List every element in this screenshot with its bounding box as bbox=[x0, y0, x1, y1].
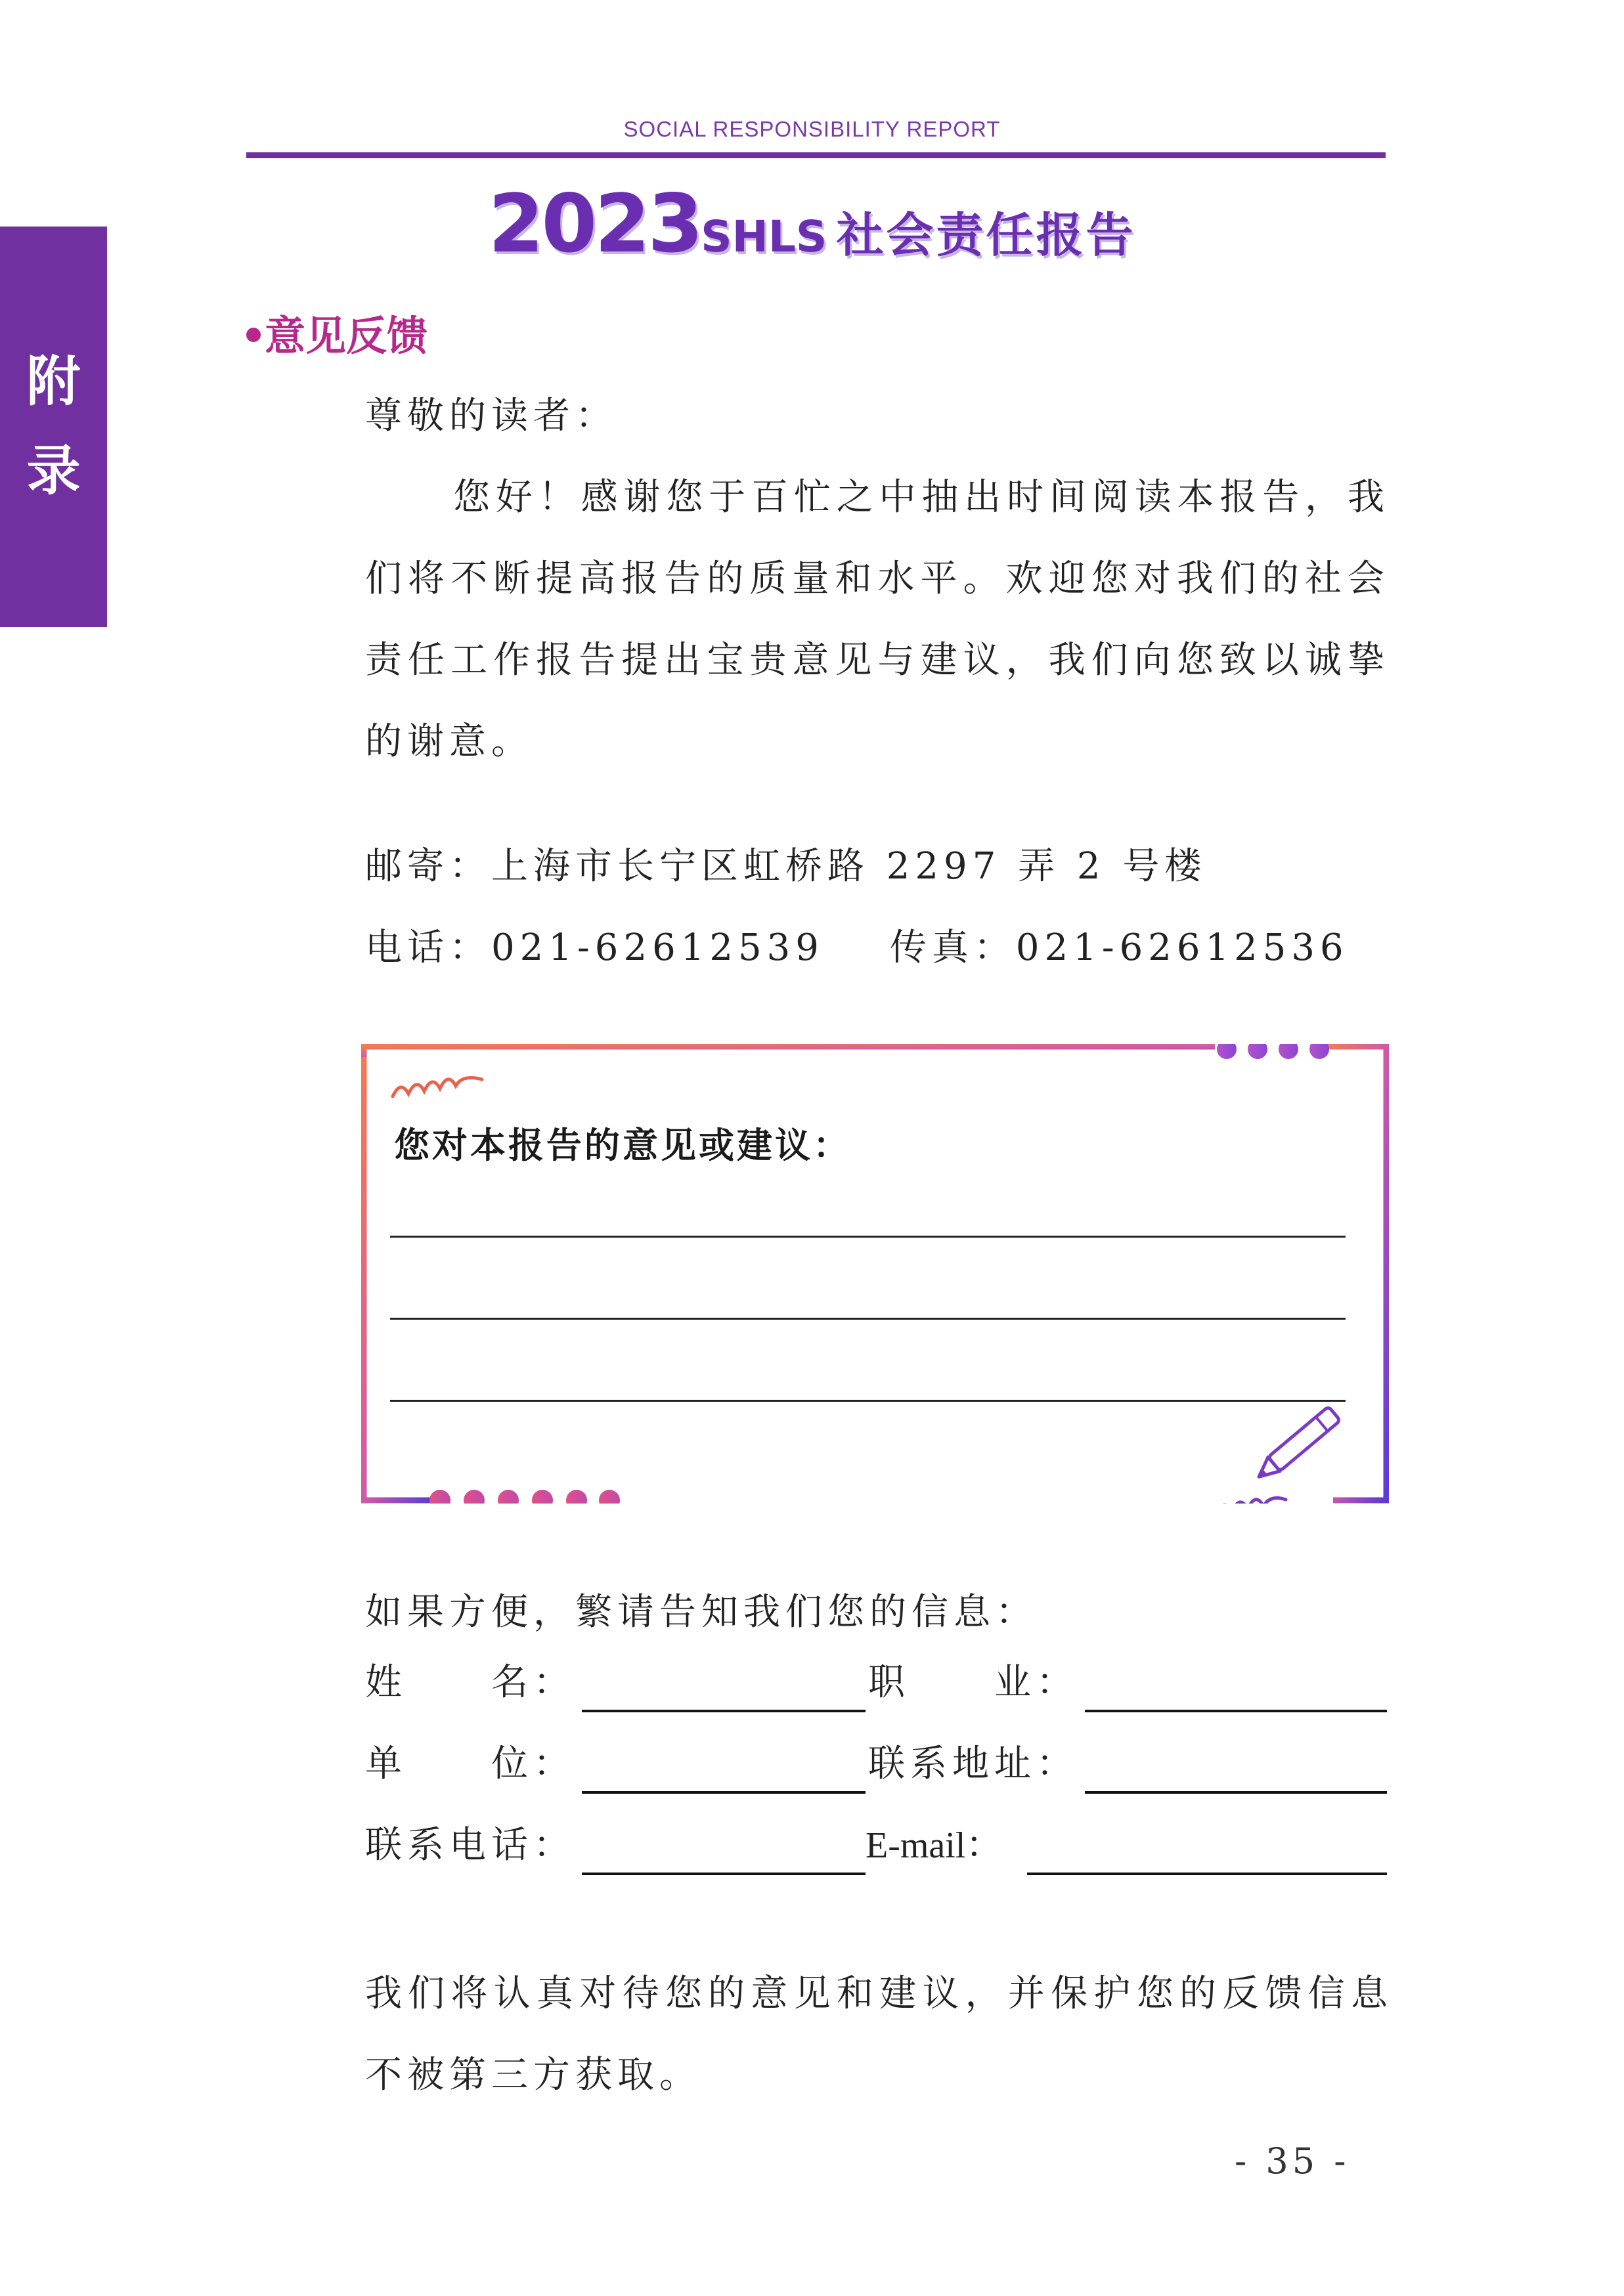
phone-label: 联系电话： bbox=[365, 1824, 575, 1867]
report-header-label: SOCIAL RESPONSIBILITY REPORT bbox=[623, 117, 1001, 141]
occupation-label: 职 业： bbox=[868, 1661, 1078, 1704]
report-title-brand: SHLS bbox=[701, 211, 827, 262]
organization-field[interactable] bbox=[582, 1791, 866, 1794]
decor-dot bbox=[599, 1490, 620, 1504]
decor-dot bbox=[498, 1490, 519, 1504]
comment-box bbox=[361, 1044, 1389, 1504]
frame-top bbox=[364, 1047, 1215, 1057]
section-heading bbox=[246, 303, 428, 362]
decor-dot bbox=[1217, 1044, 1237, 1059]
squiggle-icon bbox=[393, 1078, 482, 1096]
report-title bbox=[0, 177, 1624, 271]
comment-prompt: 您对本报告的意见或建议： bbox=[394, 1124, 851, 1166]
section-heading-text: 意见反馈 bbox=[265, 312, 428, 360]
greeting: 尊敬的读者： bbox=[365, 395, 617, 437]
comment-input-line[interactable] bbox=[390, 1318, 1346, 1320]
occupation-field[interactable] bbox=[1085, 1710, 1387, 1712]
squiggle-icon bbox=[1200, 1498, 1286, 1504]
decor-dot bbox=[566, 1490, 587, 1504]
phone-number: 电话：021-62612539 bbox=[365, 926, 824, 969]
pencil-icon bbox=[1253, 1406, 1340, 1484]
comment-input-line[interactable] bbox=[390, 1400, 1346, 1402]
email-field[interactable] bbox=[1027, 1873, 1387, 1875]
name-field[interactable] bbox=[582, 1710, 866, 1712]
decor-dot bbox=[464, 1490, 485, 1504]
decor-dot bbox=[1309, 1044, 1329, 1059]
address-field[interactable] bbox=[1085, 1791, 1387, 1794]
closing-note: 我们将认真对待您的意见和建议，并保护您的反馈信息不被第三方获取。 bbox=[365, 1972, 1393, 2096]
mail-address: 邮寄：上海市长宁区虹桥路 2297 弄 2 号楼 bbox=[365, 845, 1207, 888]
contact-line bbox=[365, 907, 1390, 989]
letter-body: 您好！感谢您于百忙之中抽出时间阅读本报告，我们将不断提高报告的质量和水平。欢迎您对我们的社会责任工作报告提出宝贵意见与建议，我们向您致以诚挚的谢意。 bbox=[365, 476, 1390, 763]
name-label: 姓 名： bbox=[365, 1661, 575, 1704]
bullet-icon bbox=[246, 328, 261, 342]
decor-dot bbox=[1279, 1044, 1298, 1059]
appendix-side-tab bbox=[0, 227, 107, 627]
fax-number: 传真：021-62612536 bbox=[889, 926, 1349, 969]
phone-field[interactable] bbox=[582, 1873, 866, 1875]
email-label: E-mail： bbox=[866, 1825, 1003, 1866]
decor-dot bbox=[429, 1490, 450, 1504]
report-title-text: 社会责任报告 bbox=[836, 207, 1136, 263]
info-intro: 如果方便，繁请告知我们您的信息： bbox=[365, 1591, 1038, 1634]
organization-label: 单 位： bbox=[365, 1743, 575, 1785]
address-label: 联系地址： bbox=[868, 1743, 1078, 1785]
side-tab-char: 录 bbox=[26, 440, 81, 502]
frame-right bbox=[1327, 1047, 1386, 1500]
decor-dot bbox=[1248, 1044, 1267, 1059]
report-title-year: 2023 bbox=[488, 177, 701, 271]
comment-box-frame bbox=[361, 1044, 1389, 1504]
side-tab-char: 附 bbox=[26, 351, 81, 413]
comment-input-line[interactable] bbox=[390, 1236, 1346, 1238]
header-rule bbox=[246, 152, 1386, 158]
page-number: - 35 - bbox=[1235, 2140, 1350, 2182]
decor-dot bbox=[532, 1490, 553, 1504]
